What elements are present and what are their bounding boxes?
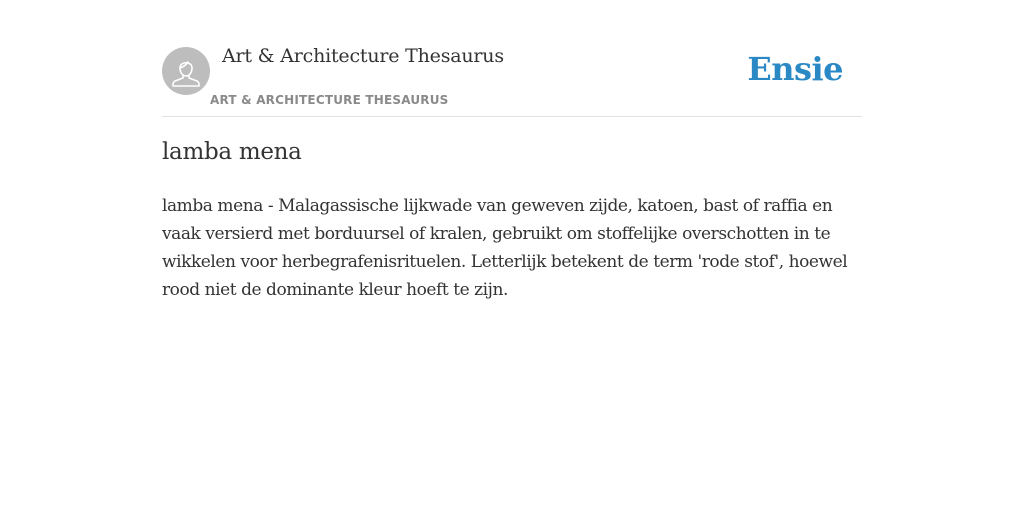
user-placeholder-icon [162, 47, 210, 95]
ensie-logo[interactable]: Ensie [747, 50, 843, 88]
term-definition: lamba mena - Malagassische lijkwade van geweven zijde, katoen, bast of raffia en vaak versierd met borduursel of kralen, gebruikt om stoffelijke overschotten in te wikkelen voor herbegrafenisrituelen. Letterlijk betekent de term 'rode stof', hoewel rood niet de dominante kleur hoeft te zijn. [162, 196, 848, 300]
source-header [162, 40, 862, 117]
source-title[interactable]: Art & Architecture Thesaurus [222, 45, 504, 67]
source-caption[interactable]: ART & ARCHITECTURE THESAURUS [210, 93, 449, 107]
term-title: lamba mena [162, 139, 302, 165]
source-avatar[interactable] [162, 47, 210, 95]
